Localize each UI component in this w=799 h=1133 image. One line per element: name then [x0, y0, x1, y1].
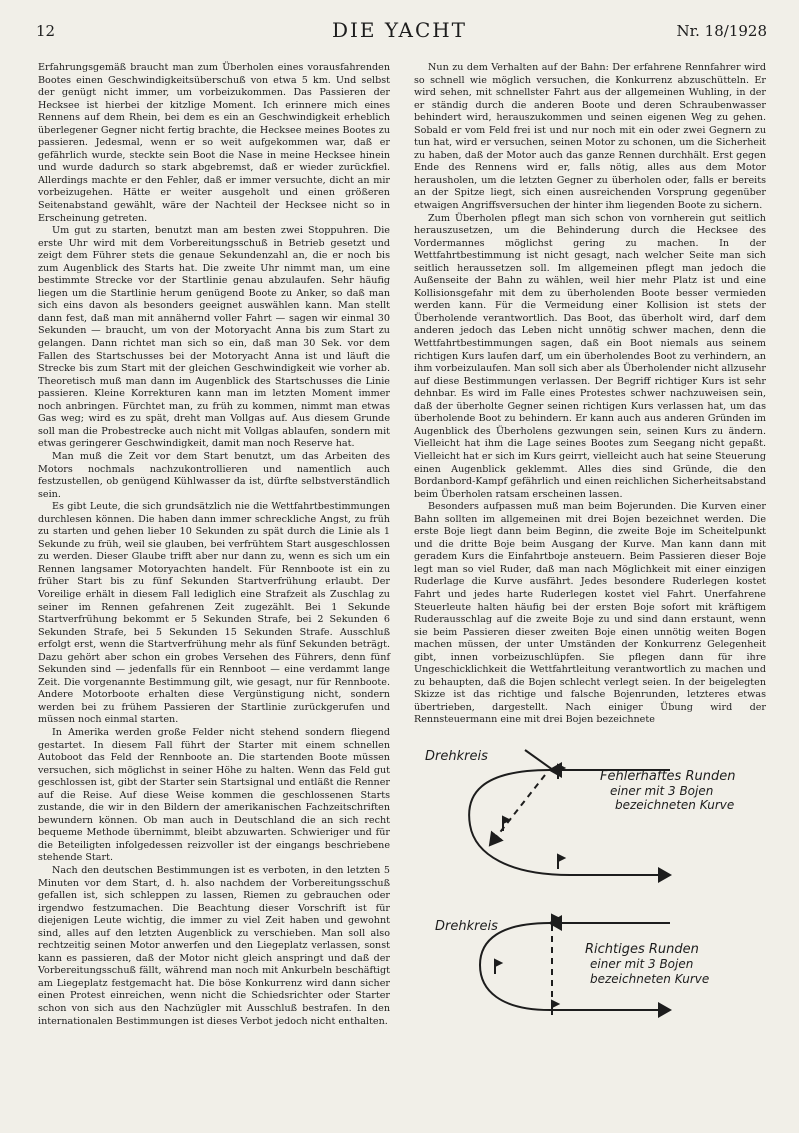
diagram-wrong-rounding: [410, 735, 780, 905]
paragraph: Man muß die Zeit vor dem Start benutzt, um das Arbeiten des Motors nochmals nachzukontrollieren und namentlich auch festzustellen, ob genügend Kühlwasser da ist, dürfte selbstverständlich sein.: [38, 450, 390, 500]
caption-line: bezeichneten Kurve: [615, 798, 735, 812]
paragraph: Nach den deutschen Bestimmungen ist es verboten, in den letzten 5 Minuten vor dem Start, d. h. also nachdem der Vorbereitungsschuß gefallen ist, sich schleppen zu lassen, Riemen zu gebrauchen oder irgendwo festzumachen. Die Beachtung dieser Vorschrift ist für diejenigen Leute wichtig, die immer zu viel Zeit haben und gewohnt sind, alles auf den letzten Augenblick zu verschieben. Man soll also rechtzeitig seinen Motor anwerfen und den Liegeplatz verlassen, sonst kann es passieren, daß der Motor nicht gleich anspringt und daß der Vorbereitungsschuß fällt, während man noch mit Ankurbeln beschäftigt am Liegeplatz festgemacht hat. Die böse Konkurrenz wird dann sicher einen Protest einreichen, wenn nicht die Schiedsrichter oder Starter schon von sich aus den Nachzügler mit Ausschluß bestrafen. In den internationalen Bestimmungen ist dieses Verbot jedoch nicht enthalten.: [38, 865, 390, 1027]
paragraph: Nun zu dem Verhalten auf der Bahn: Der erfahrene Rennfahrer wird so schnell wie möglich versuchen, die Konkurrenz abzuschütteln. Er wird sehen, mit schnellster Fahrt aus der allgemeinen Wuhling, in der er ständig durch die anderen Boote und deren Schraubenwasser behindert wird, herauszukommen und seinen eigenen Weg zu gehen. Sobald er vom Feld frei ist und nur noch mit ein oder zwei Gegnern zu tun hat, wird er versuchen, seinen Motor zu schonen, um die Sicherheit zu haben, daß der Motor auch das ganze Rennen durchhält. Erst gegen Ende des Rennens wird er, falls nötig, alles aus dem Motor herausholen, um die letzten Gegner zu überholen oder, falls er bereits an der Spitze liegt, sich einen ausreichenden Vorsprung gegenüber etwaigen Angriffsversuchen der hinter ihm liegenden Boote zu sichern.: [414, 62, 766, 212]
right-column: [414, 62, 766, 727]
wrong-rounding-sketch: [410, 735, 780, 905]
page-number: 12: [36, 22, 56, 40]
issue-number: Nr. 18/1928: [676, 22, 767, 40]
journal-title: DIE YACHT: [331, 18, 468, 42]
paragraph: Zum Überholen pflegt man sich schon von vornherein gut seitlich herauszusetzen, um die Behinderung durch die Hecksee des Vordermannes möglichst gering zu machen. In der Wettfahrtbestimmung ist nicht gesagt, nach welcher Seite man sich seitlich heraussetzen soll. Im allgemeinen pflegt man jedoch die Außenseite der Bahn zu wählen, weil hier mehr Platz ist und eine Kollisionsgefahr mit dem zu überholenden Boote besser vermieden werden kann. Für die Vermeidung einer Kollision ist stets der Überholende verantwortlich. Das Boot, das überholt wird, darf dem anderen jedoch das Leben nicht unnötig schwer machen, denn die Wettfahrtbestimmungen sagen, daß ein Boot niemals aus seinem richtigen Kurs laufen darf, um ein überholendes Boot zu verhindern, an ihm vorbeizulaufen. Man soll sich aber als Überholender nicht allzusehr auf diese Bestimmungen verlassen. Der Begriff richtiger Kurs ist sehr dehnbar. Es wird im Falle eines Protestes schwer nachzuweisen sein, daß der überholte Gegner seinen richtigen Kurs verlassen hat, um das überholende Boot zu behindern. Er kann auch aus anderen Gründen im Augenblick des Überholens gezwungen sein, seinen Kurs zu ändern. Vielleicht hat ihm die Lage seines Bootes zum Seegang nicht gepaßt. Vielleicht hat er sich im Kurs geirrt, vielleicht auch hat seine Steuerung einen Augenblick geklemmt. Alles dies sind Gründe, die den Bordanbord-Kampf gefährlich und einen reichlichen Sicherheitsabstand beim Überholen ratsam erscheinen lassen.: [414, 212, 766, 500]
diagram-correct-rounding: [410, 905, 780, 1030]
page-header: [0, 0, 799, 50]
left-column: [38, 62, 390, 1028]
paragraph: Um gut zu starten, benutzt man am besten zwei Stoppuhren. Die erste Uhr wird mit dem Vorbereitungsschuß in Betrieb gesetzt und zeigt dem Führer stets die genaue Sekundenzahl an, die er noch bis zum Augenblick des Starts hat. Die zweite Uhr nimmt man, um eine bestimmte Strecke vor der Startlinie genau abzulaufen. Sehr häufig liegen um die Startlinie herum genügend Boote zu Anker, so daß man sich eins davon als besonders geeignet auswählen kann. Man stellt dann fest, daß man mit annähernd voller Fahrt — sagen wir einmal 30 Sekunden — braucht, um von der Motoryacht Anna bis zum Start zu gelangen. Dann richtet man sich so ein, daß man 30 Sek. vor dem Fallen des Startschusses bei der Motoryacht Anna ist und läuft die Strecke bis zum Start mit der gleichen Geschwindigkeit wie vorher ab. Theoretisch muß man dann im Augenblick des Startschusses die Linie passieren. Kleine Korrekturen kann man im letzten Moment immer noch anbringen. Fürchtet man, zu früh zu kommen, nimmt man etwas Gas weg; wird es zu spät, dreht man Vollgas auf. Aus diesem Grunde soll man die Probestrecke auch nicht mit Vollgas ablaufen, sondern mit etwas geringerer Geschwindigkeit, damit man noch Reserve hat.: [38, 225, 390, 450]
caption-line: einer mit 3 Bojen: [610, 784, 714, 798]
paragraph: Erfahrungsgemäß braucht man zum Überholen eines vorausfahrenden Bootes einen Geschwindigkeitsüberschuß von etwa 5 km. Und selbst der genügt nicht immer, um vorbeizukommen. Das Passieren der Hecksee ist hierbei der kitzlige Moment. Ich erinnere mich eines Rennens auf dem Rhein, bei dem es ein an Geschwindigkeit erheblich überlegener Gegner nicht fertig brachte, die Hecksee meines Bootes zu passieren. Jedesmal, wenn er so weit aufgekommen war, daß er gefährlich wurde, steckte sein Boot die Nase in meine Hecksee hinein und wurde dadurch so stark abgebremst, daß er wieder zurückfiel. Allerdings machte er den Fehler, daß er immer versuchte, dicht an mir vorbeizugehen. Hätte er weiter ausgeholt und einen größeren Seitenabstand gewählt, wäre der Nachteil der Hecksee nicht so in Erscheinung getreten.: [38, 62, 390, 224]
paragraph: Besonders aufpassen muß man beim Bojerunden. Die Kurven einer Bahn sollten im allgemeinen mit drei Bojen bezeichnet werden. Die erste Boje liegt dann beim Beginn, die zweite Boje im Scheitelpunkt und die dritte Boje beim Ausgang der Kurve. Man kann dann mit geradem Kurs die Einfahrtboje ansteuern. Beim Passieren dieser Boje legt man so viel Ruder, daß man nach Möglichkeit mit einer einzigen Ruderlage die Kurve ausfährt. Jedes besondere Ruderlegen kostet Fahrt und jedes harte Ruderlegen kostet viel Fahrt. Unerfahrene Steuerleute halten häufig bei der ersten Boje sofort mit kräftigem Ruderausschlag auf die zweite Boje zu und sind dann erstaunt, wenn sie beim Passieren dieser zweiten Boje einen unnötig weiten Bogen machen müssen, der unter Umständen der Konkurrenz Gelegenheit gibt, innen vorbeizuschlüpfen. Sie pflegen dann für ihre Ungeschicklichkeit die Wettfahrtleitung verantwortlich zu machen und zu behaupten, daß die Bojen schlecht verlegt seien. In der beigelegten Skizze ist das richtige und falsche Bojenrunden, letzteres etwas übertrieben, dargestellt. Nach einiger Übung wird der Rennsteuermann eine mit drei Bojen bezeichnete: [414, 501, 766, 726]
paragraph: Es gibt Leute, die sich grundsätzlich nie die Wettfahrtbestimmungen durchlesen können. Die haben dann immer schreckliche Angst, zu früh zu starten und gehen lieber 10 Sekunden zu spät durch die Linie als 1 Sekunde zu früh, weil sie glauben, bei verfrühtem Start ausgeschlossen zu werden. Dieser Glaube trifft aber nur dann zu, wenn es sich um ein Rennen langsamer Motoryachten handelt. Für Rennboote ist ein zu früher Start bis zu fünf Sekunden Startverfrühung erlaubt. Der Voreilige erhält in diesem Fall lediglich eine Strafzeit als Zuschlag zu seiner im Rennen gefahrenen Zeit zugezählt. Bei 1 Sekunde Startverfrühung bekommt er 5 Sekunden Strafe, bei 2 Sekunden 6 Sekunden Strafe, bei 5 Sekunden 15 Sekunden Strafe. Ausschluß erfolgt erst, wenn die Startverfrühung mehr als fünf Sekunden beträgt. Dazu gehört aber schon ein grobes Versehen des Führers, denn fünf Sekunden sind — jedenfalls für ein Rennboot — eine verdammt lange Zeit. Die vorgenannte Bestimmung gilt, wie gesagt, nur für Rennboote. Andere Motorboote erhalten diese Vergünstigung nicht, sondern werden bei zu frühem Passieren der Startlinie zurückgerufen und müssen noch einmal starten.: [38, 501, 390, 726]
drehkreis-label: Drehkreis: [435, 919, 498, 934]
caption-line: bezeichneten Kurve: [590, 972, 710, 986]
paragraph: In Amerika werden große Felder nicht stehend sondern fliegend gestartet. In diesem Fall führt der Starter mit einem schnellen Autoboot das Feld der Rennboote an. Die startenden Boote müssen versuchen, sich möglichst in seiner Höhe zu halten. Wenn das Feld gut geschlossen ist, gibt der Starter sein Startsignal und entläßt die Renner auf die Reise. Auf diese Weise kommen die geschlossenen Starts zustande, die wir in den Bildern der amerikanischen Fachzeitschriften bewundern können. Ob man auch in Deutschland die an sich recht bequeme Methode übernimmt, bleibt abzuwarten. Schwieriger und für die Beteiligten infolgedessen reizvoller ist der eingangs beschriebene stehende Start.: [38, 726, 390, 864]
buoy-group: [503, 765, 564, 869]
caption-line: Fehlerhaftes Runden: [600, 769, 736, 784]
correct-rounding-sketch: [410, 905, 780, 1030]
diagonal-line: [490, 775, 545, 845]
caption-line: Richtiges Runden: [585, 942, 699, 957]
drehkreis-label: Drehkreis: [425, 749, 488, 764]
caption-line: einer mit 3 Bojen: [590, 957, 694, 971]
